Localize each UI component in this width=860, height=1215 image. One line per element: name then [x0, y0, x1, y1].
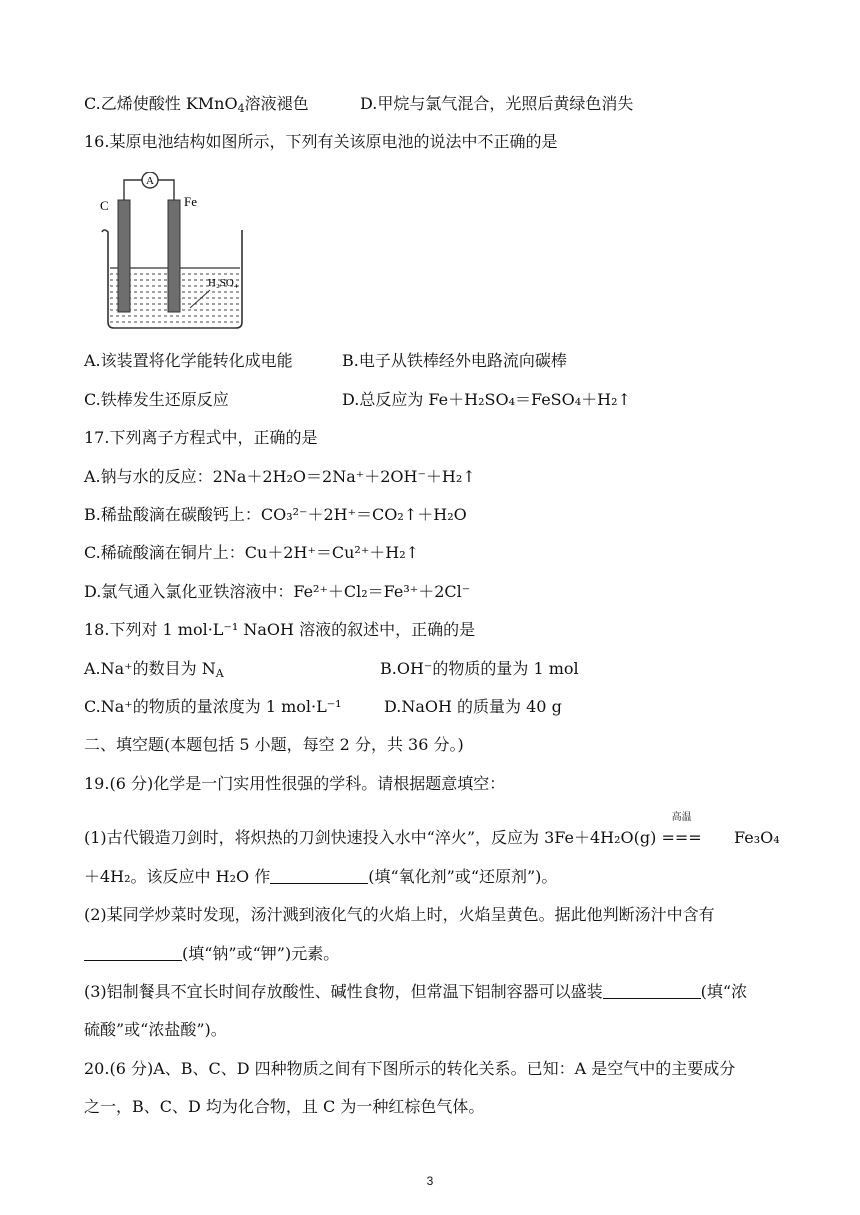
q18-options-cd [84, 695, 800, 719]
q16-options-ab [84, 349, 800, 373]
q19-part1-line1: (1)古代锻造刀剑时，将炽热的刀剑快速投入水中“淬火”，反应为 3Fe＋4H₂O(g) 高温 === Fe₃O₄ [84, 826, 800, 850]
q20-stem-line1: 20.(6 分)A、B、C、D 四种物质之间有下图所示的转化关系。已知：A 是空气中的主要成分 [84, 1059, 736, 1078]
section-heading: 二、填空题(本题包括 5 小题，每空 2 分，共 36 分。) [84, 735, 464, 754]
q17-option-a: A.钠与水的反应：2Na＋2H₂O＝2Na⁺＋2OH⁻＋H₂↑ [84, 467, 476, 486]
q16-stem: 16.某原电池结构如图所示，下列有关该原电池的说法中不正确的是 [84, 132, 558, 151]
q19-part2-line1: (2)某同学炒菜时发现，汤汁溅到液化气的火焰上时，火焰呈黄色。据此他判断汤汁中含有 [84, 905, 715, 924]
q15-option-d: D.甲烷与氯气混合，光照后黄绿色消失 [360, 94, 634, 113]
electrolyte-label: H₂SO₄ [208, 277, 238, 289]
ammeter-label: A [146, 175, 154, 187]
carbon-label: C [100, 198, 109, 213]
q18-option-d: D.NaOH 的质量为 40 g [384, 697, 562, 716]
q18-option-a: A.Na⁺的数目为 $N_A$ [84, 659, 224, 680]
answer-blank-3[interactable] [603, 982, 701, 999]
q18-stem: 18.下列对 1 mol·L⁻¹ NaOH 溶液的叙述中，正确的是 [84, 620, 476, 639]
q19-stem: 19.(6 分)化学是一门实用性很强的学科。请根据题意填空： [84, 774, 506, 793]
q16-options-cd [84, 388, 800, 412]
iron-label: Fe [184, 194, 197, 209]
q19-part3-line2: 硫酸”或“浓盐酸”)。 [84, 1020, 227, 1039]
page-number: 3 [426, 1174, 434, 1188]
q20-stem-line2: 之一，B、C、D 均为化合物，且 C 为一种红棕色气体。 [84, 1097, 485, 1116]
reaction-condition: 高温 === [661, 812, 702, 847]
q15-option-c: C.乙烯使酸性 KMnO$_4$溶液褪色 [84, 94, 309, 115]
q17-option-d: D.氯气通入氯化亚铁溶液中：Fe²⁺＋Cl₂＝Fe³⁺＋2Cl⁻ [84, 582, 471, 601]
carbon-electrode [118, 200, 130, 312]
q18-option-b: B.OH⁻的物质的量为 1 mol [380, 659, 579, 678]
q17-option-c: C.稀硫酸滴在铜片上：Cu＋2H⁺＝Cu²⁺＋H₂↑ [84, 543, 420, 562]
q19-part3-line1: (3)铝制餐具不宜长时间存放酸性、碱性食物，但常温下铝制容器可以盛装 (填“浓 [84, 982, 748, 1001]
q18-options-ab [84, 657, 800, 681]
q19-part1-line2: ＋4H₂。该反应中 H₂O 作 (填“氧化剂”或“还原剂”)。 [84, 867, 558, 886]
q16-option-c: C.铁棒发生还原反应 [84, 390, 229, 409]
q17-stem: 17.下列离子方程式中，正确的是 [84, 428, 318, 447]
q19-part2-line2: (填“钠”或“钾”)元素。 [84, 942, 800, 966]
answer-blank-1[interactable] [270, 867, 368, 884]
q16-option-d: D.总反应为 Fe＋H₂SO₄＝FeSO₄＋H₂↑ [342, 390, 631, 409]
q16-option-b: B.电子从铁棒经外电路流向碳棒 [342, 351, 567, 370]
q18-option-c: C.Na⁺的物质的量浓度为 1 mol·L⁻¹ [84, 697, 342, 716]
q16-option-a: A.该装置将化学能转化成电能 [84, 351, 293, 370]
q17-option-b: B.稀盐酸滴在碳酸钙上：CO₃²⁻＋2H⁺＝CO₂↑＋H₂O [84, 505, 467, 524]
galvanic-cell-figure [98, 172, 258, 332]
answer-blank-2[interactable] [84, 944, 182, 961]
q15-options-row [84, 92, 800, 116]
iron-electrode [168, 200, 180, 312]
